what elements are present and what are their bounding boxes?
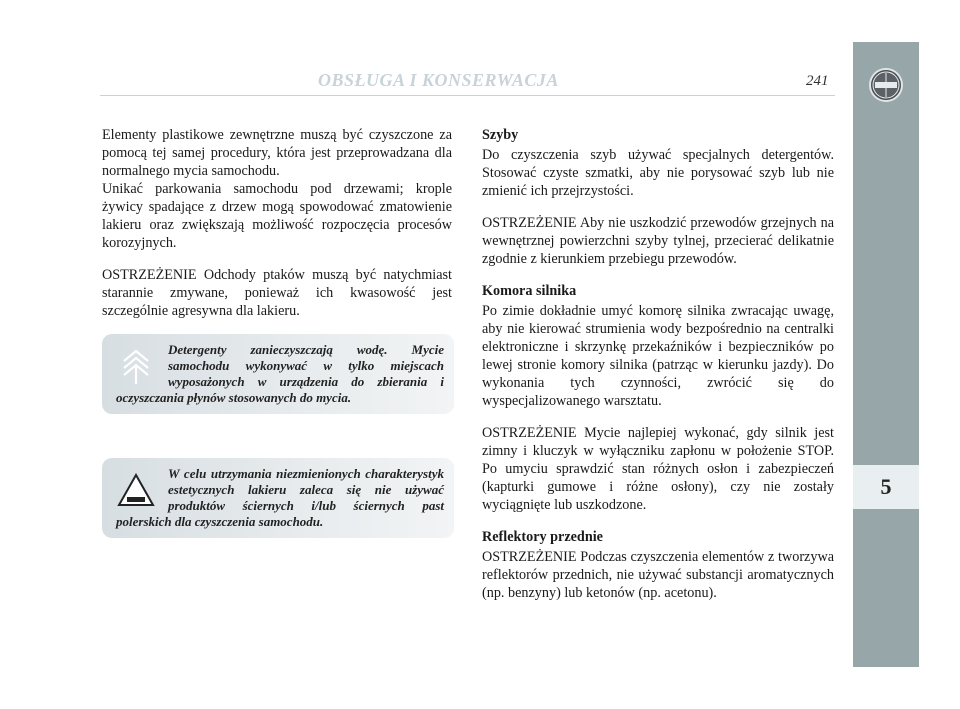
- note-text: W celu utrzymania niezmienionych charakterystyk estetycznych lakieru zaleca się nie używać produktów ściernych i/lub ściernych past polerskich dla czyszczenia samochodu.: [116, 466, 444, 529]
- left-column: [102, 126, 452, 334]
- chapter-sidebar: [853, 42, 919, 667]
- section-heading-komora: Komora silnika: [482, 283, 577, 299]
- header-divider: [100, 95, 835, 96]
- environment-tree-icon: [116, 346, 156, 386]
- paragraph: Po zimie dokładnie umyć komorę silnika zwracając uwagę, aby nie kierować strumienia wody bezpośrednio na centralki elektroniczne i skrzynkę przekaźników i bezpieczników po lewej stronie komory silnika (patrząc w kierunku jazdy). Do wykonania tych czynności, zwrócić się do wyspecjalizowanego warsztatu.: [482, 303, 834, 409]
- note-text: Detergenty zanieczyszczają wodę. Mycie samochodu wykonywać w tylko miejscach wyposażonych w urządzenia do zbierania i oczyszczania płynów stosowanych do mycia.: [116, 342, 444, 405]
- warning-paragraph: OSTRZEŻENIE Mycie najlepiej wykonać, gdy silnik jest zimny i kluczyk w wyłączniku zapłonu w położenie STOP. Po umyciu sprawdzić stan różnych osłon i zabezpieczeń (kapturki gumowe i różne osłony), czy nie zostały wyciągnięte lub uszkodzone.: [482, 425, 834, 513]
- paragraph: Unikać parkowania samochodu pod drzewami; krople żywicy spadające z drzew mogą spowodować zmatowienie lakieru oraz zwiększają możliwość rozpoczęcia procesów korozyjnych.: [102, 181, 452, 251]
- paragraph: Elementy plastikowe zewnętrzne muszą być czyszczone za pomocą tej samej procedury, która jest przeprowadzana dla normalnego mycia samochodu.: [102, 127, 452, 179]
- warning-triangle-icon: [116, 470, 156, 510]
- warning-paragraph: OSTRZEŻENIE Odchody ptaków muszą być natychmiast starannie zmywane, ponieważ ich kwasowość jest szczególnie agresywna dla lakieru.: [102, 267, 452, 319]
- lancia-shield-icon: [871, 70, 901, 100]
- section-heading-szyby: Szyby: [482, 127, 519, 143]
- right-column: [482, 126, 834, 616]
- paragraph: Do czyszczenia szyb używać specjalnych detergentów. Stosować czyste szmatki, aby nie porysować szyb lub nie zmienić ich przejrzystości.: [482, 147, 834, 199]
- lancia-logo-icon: [869, 68, 903, 102]
- environment-note: [102, 334, 454, 414]
- section-title: OBSŁUGA I KONSERWACJA: [318, 70, 559, 90]
- warning-paragraph: OSTRZEŻENIE Podczas czyszczenia elementów z tworzywa reflektorów przednich, nie używać substancji aromatycznych (np. benzyny) lub ketonów (np. acetonu).: [482, 549, 834, 601]
- warning-paragraph: OSTRZEŻENIE Aby nie uszkodzić przewodów grzejnych na wewnętrznej powierzchni szyby tylnej, przecierać delikatnie zgodnie z kierunkiem przebiegu przewodów.: [482, 215, 834, 267]
- warning-note: [102, 458, 454, 538]
- page-number: 241: [806, 73, 829, 89]
- chapter-tab[interactable]: 5: [853, 465, 919, 509]
- section-heading-reflektory: Reflektory przednie: [482, 529, 603, 545]
